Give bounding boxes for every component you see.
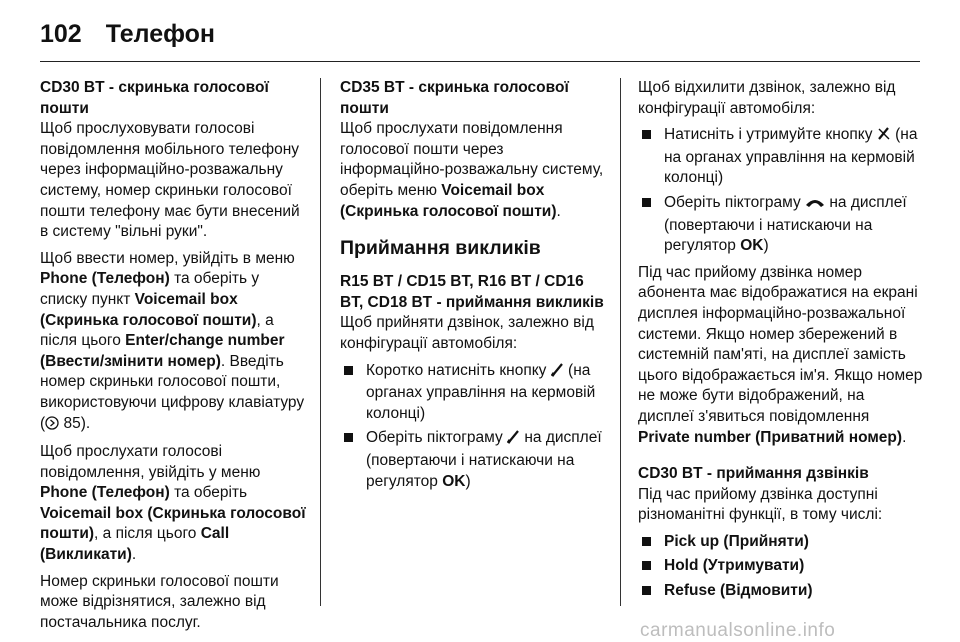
end-call-button-icon — [877, 126, 891, 148]
page-reference-icon — [45, 416, 59, 437]
paragraph: Номер скриньки голосової пошти може відрізнятися, залежно від постачальника послуг. — [40, 572, 279, 631]
paragraph: Щоб ввести номер, увійдіть в меню Phone (Телефон) та оберіть у списку пункт Voicemail box (Скринька голосової пошти), а після цього Enter/change number (Ввести/змінити номер). Введіть номер скриньки голосової пошти, використовуючи цифрову клавіатуру ( 85). — [40, 249, 308, 436]
header-divider — [40, 61, 920, 62]
list-item: Натисніть і утримуйте кнопку (на на органах управління на кермовій колонці) — [638, 125, 923, 189]
page-number: 102 — [40, 19, 82, 48]
section-heading: CD35 BT - скринька голосової пошти — [340, 79, 569, 117]
paragraph: Щоб прослухати голосові повідомлення, увійдіть у меню Phone (Телефон) та оберіть Voicemail box (Скринька голосової пошти), а після цього Call (Викликати). — [40, 443, 306, 564]
bullet-list — [340, 361, 610, 493]
list-item: Коротко натисніть кнопку (на органах управління на кермовій колонці) — [340, 361, 610, 425]
column-1 — [40, 78, 308, 639]
page-title: Телефон — [105, 19, 216, 48]
call-icon — [507, 429, 520, 451]
column-divider-2 — [620, 78, 621, 606]
list-item: Оберіть піктограму на дисплеї (повертаючи і натискаючи на регулятор OK) — [340, 428, 610, 492]
watermark: carmanualsonline.info — [640, 620, 836, 641]
chapter-heading: Приймання викликів — [340, 237, 541, 260]
bullet-list — [638, 125, 923, 257]
column-2 — [340, 78, 610, 498]
column-divider-1 — [320, 78, 321, 606]
list-item: Refuse (Відмовити) — [638, 581, 923, 602]
paragraph: Під час прийому дзвінка доступні різноманітні функції, в тому числі: — [638, 485, 883, 524]
section-heading: CD30 BT - скринька голосової пошти — [40, 79, 269, 117]
paragraph: Щоб відхилити дзвінок, залежно від конфігурації автомобіля: — [638, 79, 896, 117]
paragraph: Щоб прослуховувати голосові повідомлення мобільного телефону через інформаційно-розважальну систему, номер скриньки голосової пошти телефону має бути внесений в систему "вільні руки". — [40, 120, 300, 241]
paragraph: Щоб прослухати повідомлення голосової пошти через інформаційно-розважальну систему, оберіть меню Voicemail box (Скринька голосової пошти). — [340, 120, 604, 220]
list-item: Pick up (Прийняти) — [638, 532, 923, 553]
page-header — [40, 14, 215, 54]
call-button-icon — [551, 362, 564, 384]
column-3 — [638, 78, 923, 608]
list-item: Hold (Утримувати) — [638, 556, 923, 577]
paragraph: Під час прийому дзвінка номер абонента має відображатися на екрані дисплея інформаційно-розважальної системи. Якщо номер збережений в системній пам'яті, на дисплеї замість цього відображається ім'я. Якщо номер не може бути відображений, на дисплеї з'явиться повідомлення Private number (Приватний номер). — [638, 263, 923, 446]
list-item: Оберіть піктограму на дисплеї (повертаючи і натискаючи на регулятор OK) — [638, 193, 923, 257]
section-heading: R15 BT / CD15 BT, R16 BT / CD16 BT, CD18 BT - приймання викликів — [340, 273, 604, 311]
paragraph: Щоб прийняти дзвінок, залежно від конфігурації автомобіля: — [340, 314, 594, 352]
hang-up-icon — [805, 195, 825, 216]
bullet-list — [638, 532, 923, 602]
section-heading: CD30 BT - приймання дзвінків — [638, 465, 869, 483]
